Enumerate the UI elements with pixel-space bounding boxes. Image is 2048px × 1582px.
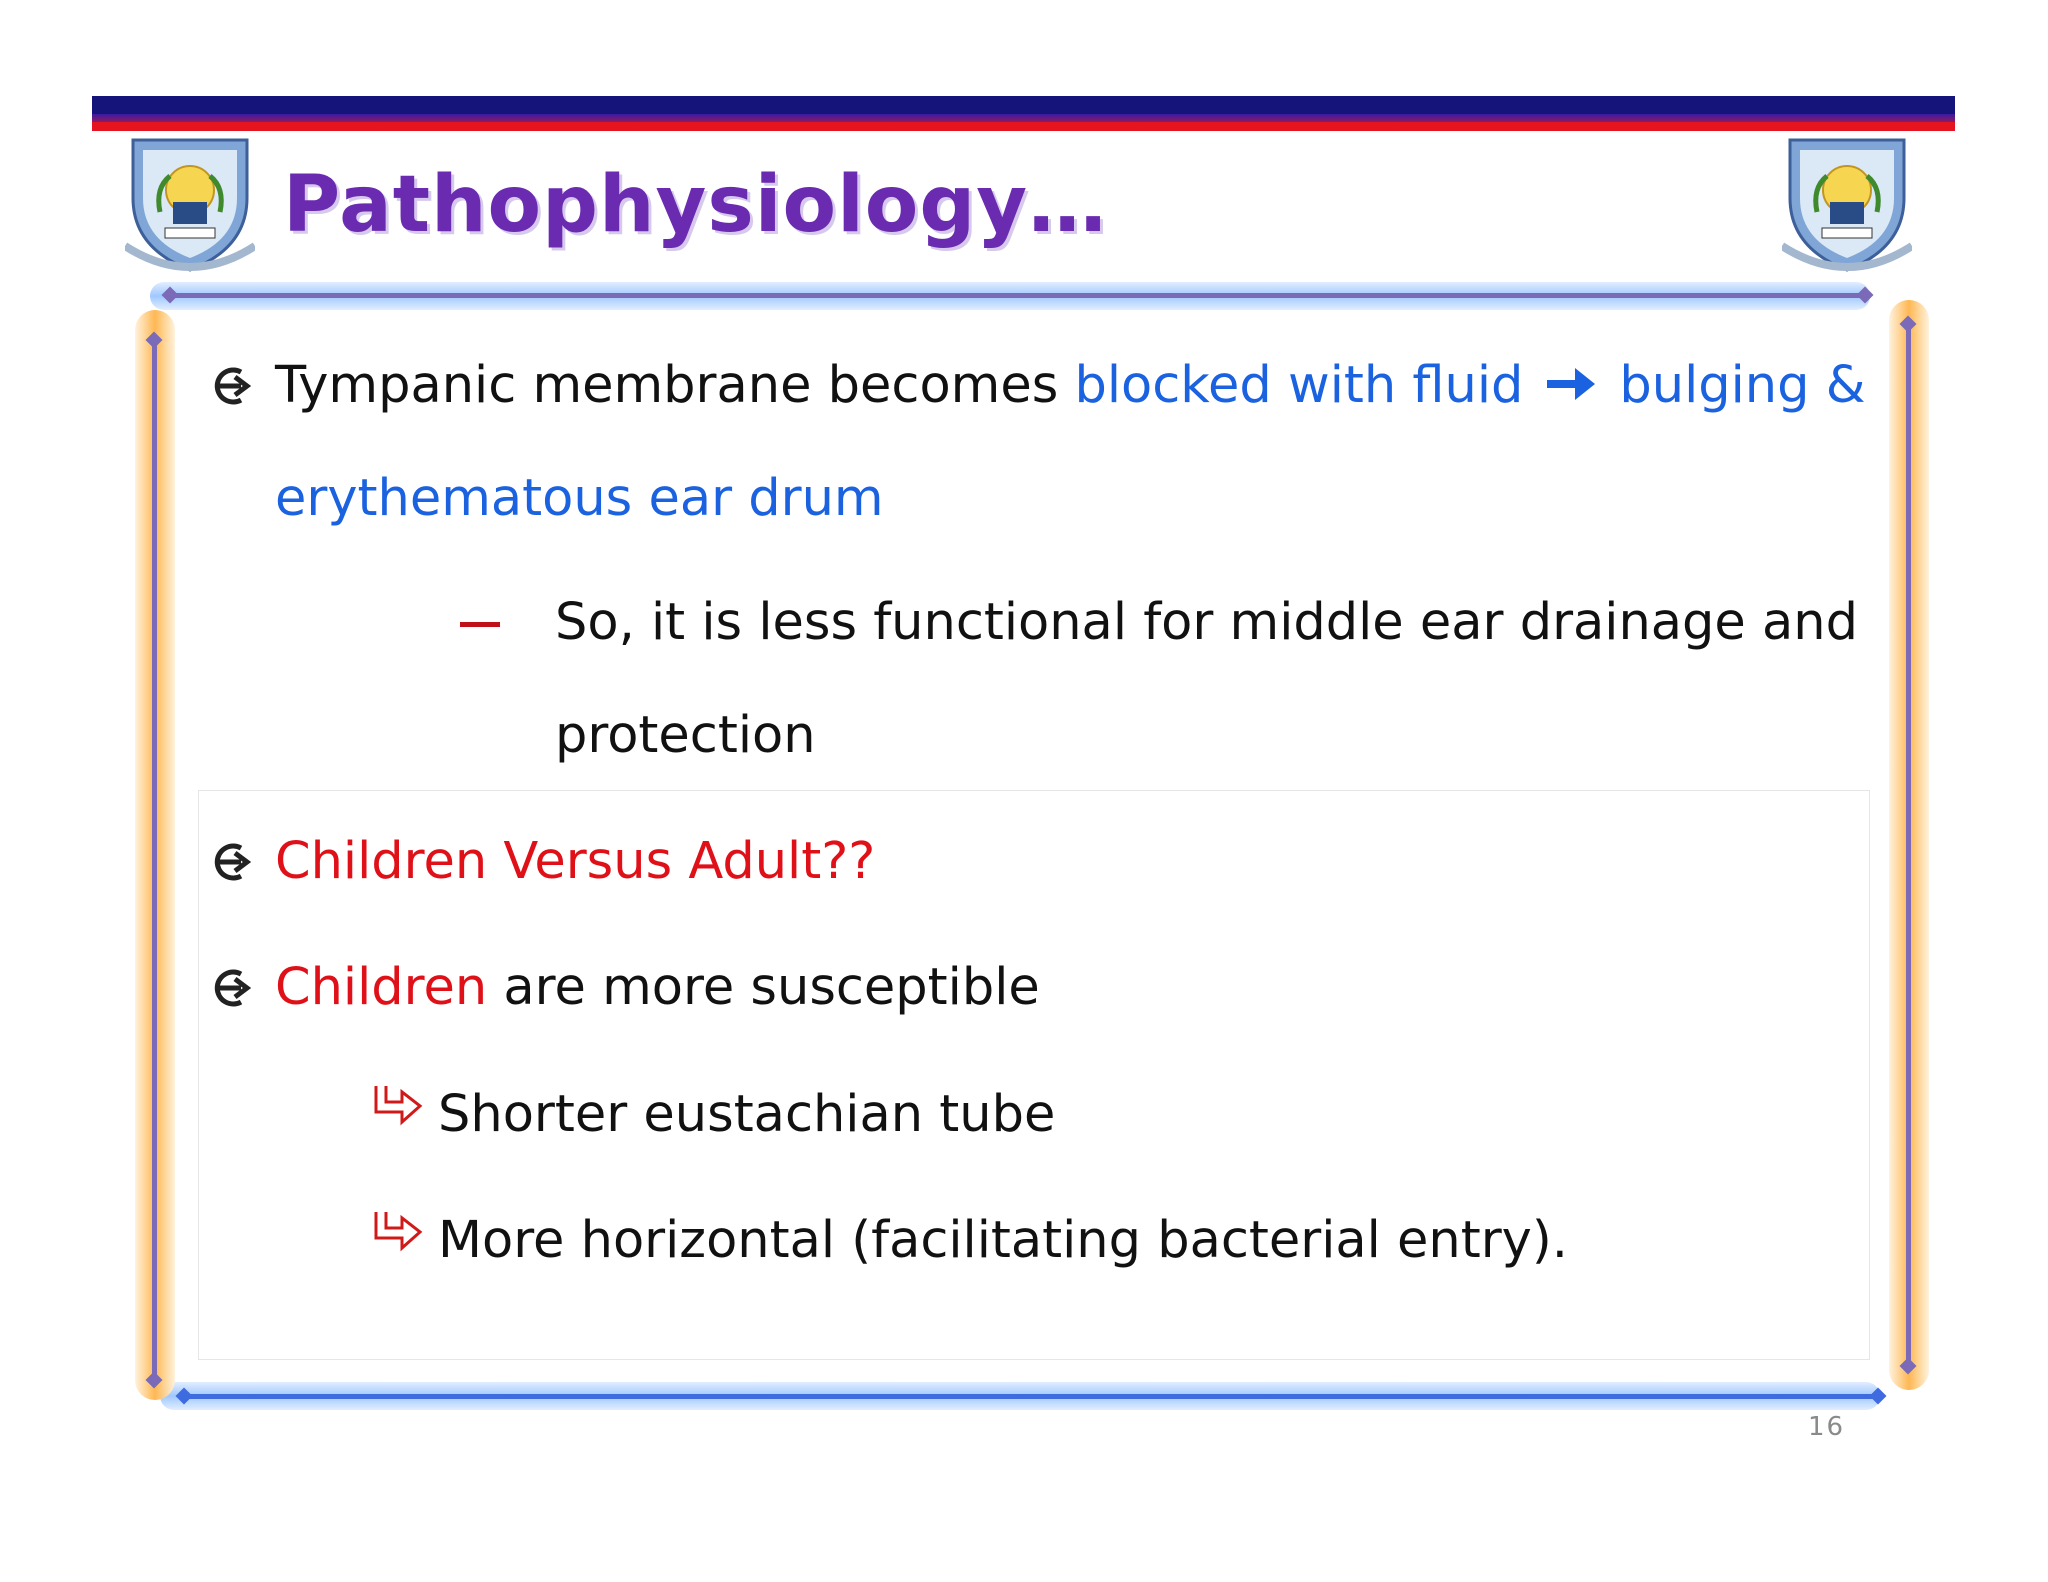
circle-arrow-bullet-icon xyxy=(211,840,255,884)
hook-arrow-bullet-icon xyxy=(372,1208,424,1260)
sub-bullet-line-2: protection xyxy=(555,706,816,765)
bullet-line-3 xyxy=(275,958,1040,1017)
slide-title: Pathophysiology… xyxy=(283,160,1108,250)
sub-bullet-shorter-tube: Shorter eustachian tube xyxy=(438,1085,1056,1144)
university-seal-icon xyxy=(1782,128,1912,278)
dash-bullet-icon xyxy=(460,622,500,627)
university-seal-icon xyxy=(125,128,255,278)
header-bar-blue-stripe xyxy=(92,96,1955,114)
hook-arrow-bullet-icon xyxy=(372,1082,424,1134)
bullet-text: Tympanic membrane becomes xyxy=(275,356,1075,415)
bullet-line-1 xyxy=(275,356,1866,415)
circle-arrow-bullet-icon xyxy=(211,966,255,1010)
frame-line-top xyxy=(170,293,1865,298)
sub-bullet-line-1: So, it is less functional for middle ear drainage and xyxy=(555,593,1858,652)
frame-line-bottom xyxy=(184,1394,1878,1399)
slide-number: 16 xyxy=(1808,1412,1846,1442)
bullet-text: are more susceptible xyxy=(487,958,1040,1017)
header-bar xyxy=(92,96,1955,136)
header-bar-red-stripe xyxy=(92,122,1955,131)
bullet-line-2: Children Versus Adult?? xyxy=(275,832,876,891)
frame-line-left xyxy=(152,338,157,1378)
right-arrow-icon xyxy=(1545,362,1597,406)
highlight-text: Children xyxy=(275,958,488,1017)
frame-line-right xyxy=(1906,322,1911,1367)
highlight-text: bulging & xyxy=(1619,356,1866,415)
sub-bullet-horizontal: More horizontal (facilitating bacterial entry). xyxy=(438,1211,1568,1270)
highlight-text: blocked with fluid xyxy=(1074,356,1524,415)
bullet-line-1-continuation: erythematous ear drum xyxy=(275,469,884,528)
circle-arrow-bullet-icon xyxy=(211,364,255,408)
